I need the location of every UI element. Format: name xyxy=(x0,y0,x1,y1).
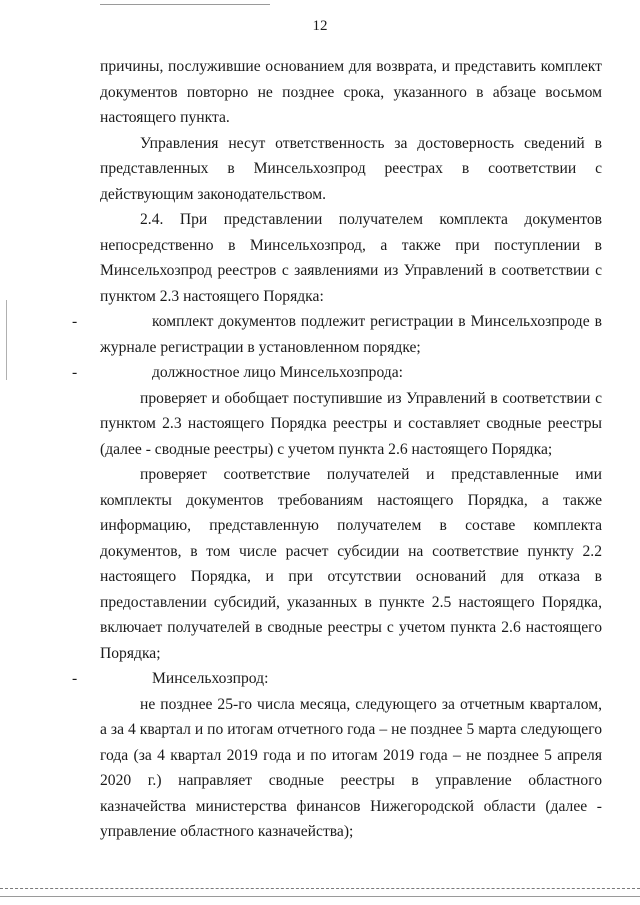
document-body xyxy=(72,54,602,845)
paragraph-2-4: 2.4. При представлении получателем комплекта документов непосредственно в Минсельхозпрод, а также при поступлении в Минсельхозпрод реестров с заявлениями из Управлений в соответствии с пунктом 2.3 настоящего Порядка: xyxy=(100,211,602,305)
page-number: 12 xyxy=(312,18,328,34)
list-item-text: Минсельхозпрод: xyxy=(152,670,269,687)
list-item-text: комплект документов подлежит регистрации в Минсельхозпроде в журнале регистрации в установленном порядке; xyxy=(100,313,602,356)
scan-edge-bottom xyxy=(0,888,640,889)
paragraph-checks-recipients: проверяет соответствие получателей и представленные ими комплекты документов требованиям настоящего Порядка, а также информацию, представленную получателем в составе комплекта документов, в том числе расчет субсидии на соответствие пункту 2.2 настоящего Порядка, и при отсутствии оснований для отказа в предоставлении субсидий, указанных в пункте 2.5 настоящего Порядка, включает получателей в сводные реестры с учетом пункта 2.6 настоящего Порядка; xyxy=(100,466,602,662)
paragraph-deadline: не позднее 25-го числа месяца, следующего за отчетным кварталом, а за 4 квартал и по итогам отчетного года – не позднее 5 марта следующего года (за 4 квартал 2019 года и по итогам 2019 года – не позднее 5 апреля 2020 г.) направляет сводные реестры в управление областного казначейства министерства финансов Нижегородской области (далее - управление областного казначейства); xyxy=(100,695,602,840)
list-item-official xyxy=(72,360,602,386)
paragraph-return-reasons: причины, послужившие основанием для возврата, и представить комплект документов повторно не позднее срока, указанного в абзаце восьмом настоящего пункта. xyxy=(100,58,602,126)
scan-edge-left xyxy=(6,300,7,380)
list-item-ministry xyxy=(72,666,602,692)
list-item-registration xyxy=(72,309,602,360)
paragraph-responsibility: Управления несут ответственность за достоверность сведений в представленных в Минсельхозпрод реестрах в соответствии с действующим законодательством. xyxy=(100,134,602,203)
list-dash: - xyxy=(72,313,78,330)
list-item-text: должностное лицо Минсельхозпрода: xyxy=(152,364,403,381)
scan-edge-bottom-2 xyxy=(0,896,640,897)
paragraph-checks-registries: проверяет и обобщает поступившие из Управлений в соответствии с пунктом 2.3 настоящего Порядка реестры и составляет сводные реестры (далее - сводные реестры) с учетом пункта 2.6 настоящего Порядка; xyxy=(100,389,602,458)
scan-edge-top xyxy=(100,4,270,5)
list-dash: - xyxy=(72,364,78,381)
list-dash: - xyxy=(72,670,78,687)
